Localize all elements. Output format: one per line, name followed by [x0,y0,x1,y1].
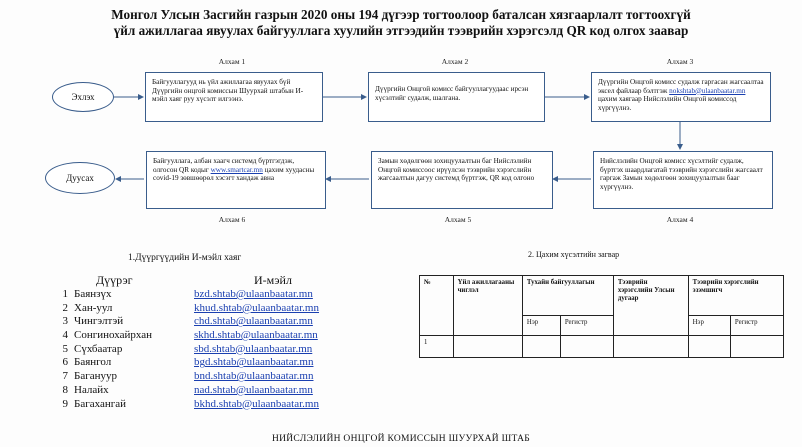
district-column-header: Дүүрэг [96,273,133,287]
district-row [56,370,319,384]
step-3-box [591,72,771,122]
request-form-table [419,275,784,358]
col-vehicle-header: Тээврийн хэрэгслийн Улсын дугаар [613,276,688,336]
form-section-title: 2. Цахим хүсэлтийн загвар [528,250,620,259]
step-3-label: Алхам 3 [666,57,694,66]
district-name: Баянгол [74,356,112,369]
district-email-link[interactable]: bkhd.shtab@ulaanbaatar.mn [194,397,319,410]
district-num: 7 [62,370,68,383]
flow-start-oval [52,82,114,112]
district-email-link[interactable]: sbd.shtab@ulaanbaatar.mn [194,342,313,355]
email-column-header: И-мэйл [254,273,292,287]
org-name-subheader: Нэр [522,316,560,336]
step-4-box [593,151,773,209]
district-num: 2 [62,301,68,314]
district-email-link[interactable]: bnd.shtab@ulaanbaatar.mn [194,370,314,383]
col-org-header: Тухайн байгууллагын [522,276,613,316]
district-num: 8 [62,383,68,396]
district-row [56,384,319,398]
step-4-label: Алхам 4 [666,215,694,224]
col-activity-header: Үйл ажиллагааны чиглэл [453,276,522,336]
col-no-header: № [420,276,454,336]
step-2-box [368,72,545,122]
district-name: Чингэлтэй [74,315,124,328]
district-name: Налайх [74,383,109,396]
district-email-link[interactable]: bgd.shtab@ulaanbaatar.mn [194,356,314,369]
district-num: 4 [62,329,68,342]
district-name: Багахангай [74,397,126,410]
district-num: 5 [62,342,68,355]
row-1-number: 1 [420,336,454,358]
doc-title-line-2: үйл ажиллагаа явуулах байгууллага хуулийн этгээдийн тээврийн хэрэгсэлд QR код олгох заавар [113,23,689,38]
footer-org-name: НИЙСЛЭЛИЙН ОНЦГОЙ КОМИССЫН ШУУРХАЙ ШТАБ [271,434,531,444]
step-2-text: Дүүргийн Онцгой комисс байгууллагуудаас ирсэн хүсэлтийг судалж, шалгана. [375,85,529,102]
step-4-text: Нийслэлийн Онцгой комисс хүсэлтийг судалж, бүртгэх шаардлагатай тээврийн хэрэгслийн жагсаалт гаргаж Замын хөдөлгөөн зохицуулалтын бааг хүргүүлнэ. [600,157,763,191]
flow-start-label: Эхлэх [71,92,95,102]
district-row [56,315,319,329]
doc-title-line-1: Монгол Улсын Засгийн газрын 2020 оны 194 дүгээр тогтоолоор баталсан хязгаарлалт тогтоохгүй [111,7,691,22]
district-num: 9 [62,397,68,410]
step-6-text-before: Байгууллага, албан хаагч системд бүртгэгдэж, олгосон QR кодыг [153,157,295,174]
col-driver-header: Тээврийн хэрэгслийн эзэмшигч [688,276,783,316]
district-row [56,288,319,302]
district-num: 1 [62,288,68,300]
step-5-label: Алхам 5 [444,215,472,224]
step-6-box [146,151,326,209]
form-cell [688,336,730,358]
form-cell [560,336,613,358]
district-name: Баянзүх [74,288,112,300]
district-section-title: 1.Дүүргүүдийн И-мэйл хаяг [128,253,242,263]
step-5-text: Замын хөдөлгөөн зохицуулалтын баг Нийслэлийн Онцгой комиссоос ирүүлсэн тээврийн хэрэгслийн жагсаалтын дагуу системд бүртгэж, QR код олгоно [378,157,535,183]
driver-register-subheader: Регистр [730,316,783,336]
form-cell [730,336,783,358]
district-list [56,288,319,411]
driver-name-subheader: Нэр [688,316,730,336]
district-email-link[interactable]: bzd.shtab@ulaanbaatar.mn [194,288,313,300]
form-cell [453,336,522,358]
form-cell [522,336,560,358]
district-row [56,343,319,357]
step-3-text-after: цахим хаягаар Нийслэлийн Онцгой комиссод хүргүүлнэ. [598,95,737,112]
step-1-box [145,72,323,122]
flow-end-oval [45,162,115,194]
district-row [56,398,319,412]
org-register-subheader: Регистр [560,316,613,336]
district-name: Багануур [74,370,117,383]
district-email-link[interactable]: khud.shtab@ulaanbaatar.mn [194,301,319,314]
district-email-link[interactable]: chd.shtab@ulaanbaatar.mn [194,315,313,328]
step-5-box [371,151,553,209]
district-row [56,329,319,343]
flow-end-label: Дуусах [66,173,94,183]
step-6-label: Алхам 6 [218,215,246,224]
district-name: Хан-уул [74,301,113,314]
step-1-label: Алхам 1 [218,57,246,66]
district-name: Сүхбаатар [74,342,123,355]
step-6-website-link[interactable]: www.smartcar.mn [210,165,263,174]
step-2-label: Алхам 2 [441,57,469,66]
step-3-text-before: Дүүргийн Онцгой комисс судалж гаргасан жагсаалтаа эксел файлаар бэлтгэж [598,78,764,95]
form-cell [613,336,688,358]
district-email-link[interactable]: nad.shtab@ulaanbaatar.mn [194,383,313,396]
district-row [56,302,319,316]
district-num: 3 [62,315,68,328]
district-num: 6 [62,356,68,369]
district-email-link[interactable]: skhd.shtab@ulaanbaatar.mn [194,329,318,342]
step-3-email-link[interactable]: nokshtab@ulaanbaatar.mn [669,86,746,95]
district-row [56,356,319,370]
district-name: Сонгинохайрхан [74,329,152,342]
step-1-text: Байгууллагууд нь үйл ажиллагаа явуулах бүй Дүүргийн онцгой комиссын Шуурхай штабын И-мэйл хаяг руу хүсэлт илгээнэ. [152,78,304,104]
step-6-text-after: цахим хуудасны covid-19 зөвшөөрөл хэсэгт хандаж авна [153,165,315,183]
